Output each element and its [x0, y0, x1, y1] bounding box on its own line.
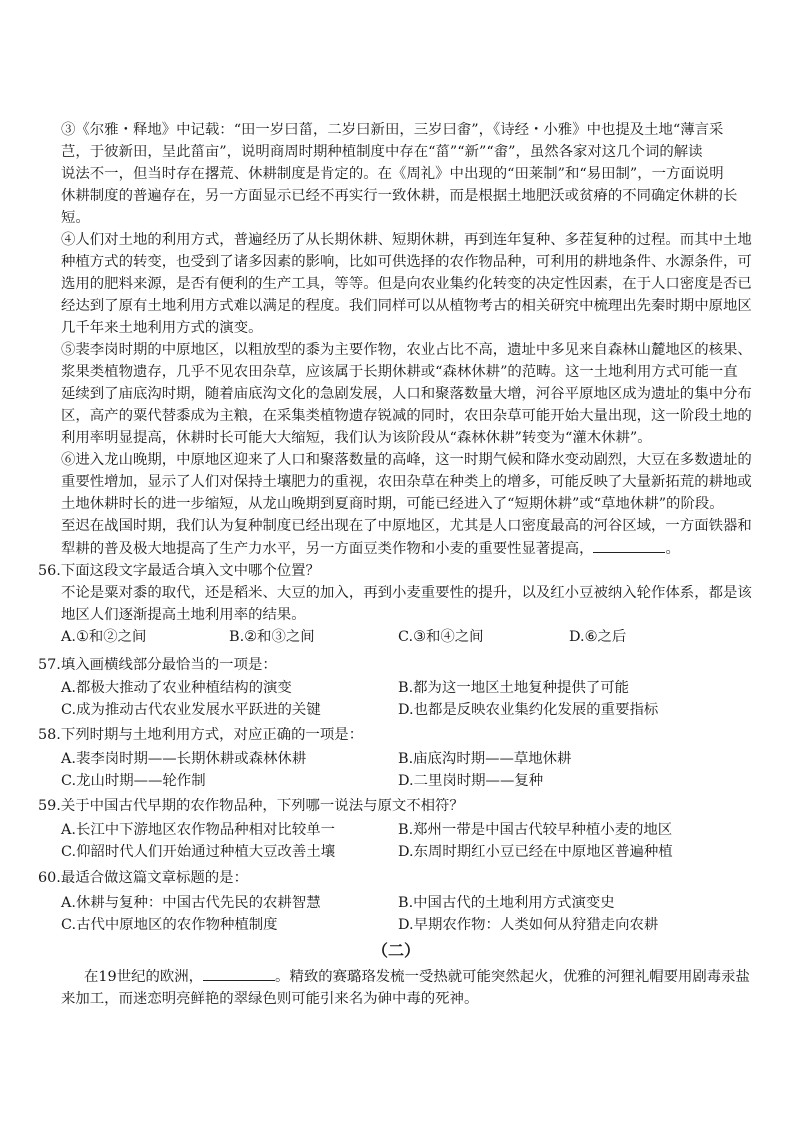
passage-line: 经达到了原有土地利用方式难以满足的程度。我们同样可以从植物考古的相关研究中梳理出先秦时期中原地区: [61, 298, 752, 314]
passage-line: 区，高产的粟代替黍成为主粮，在采集类植物遗存锐减的同时，农田杂草可能开始大量出现，这一阶段土地的: [61, 408, 752, 424]
question-59-stem: 59.关于中国古代早期的农作物品种，下列哪一说法与原文不相符？: [38, 798, 464, 814]
passage-line: 延续到了庙底沟时期，随着庙底沟文化的急剧发展，人口和聚落数量大增，河谷平原地区成为遗址的集中分布: [61, 386, 752, 402]
option-59-d: D.东周时期红小豆已经在中原地区普遍种植: [398, 844, 673, 860]
option-60-c: C.古代中原地区的农作物种植制度: [61, 917, 278, 933]
option-56-a: A.①和②之间: [61, 629, 147, 645]
section-text: 。精致的赛璐珞发梳一受热就可能突然起火，优雅的河狸礼帽要用剧毒汞盐: [275, 969, 750, 985]
option-56-b: B.②和③之间: [229, 629, 315, 645]
fill-blank: [593, 539, 665, 553]
passage-line: 利用率明显提高，休耕时长可能大大缩短，我们认为该阶段从“森林休耕”转变为“灌木休耕”。: [61, 430, 652, 446]
option-59-c: C.仰韶时代人们开始通过种植大豆改善土壤: [61, 844, 336, 860]
passage-line: 选用的肥料来源，是否有便利的生产工具，等等。但是向农业集约化转变的决定性因素，在于人口密度是否已: [61, 276, 752, 292]
passage-line: 重要性增加，显示了人们对保持土壤肥力的重视，农田杂草在种类上的增多，可能反映了大量新拓荒的耕地或: [61, 474, 752, 490]
passage-line: ⑤裴李岗时期的中原地区，以粗放型的黍为主要作物，农业占比不高，遗址中多见来自森林山麓地区的核果、: [61, 342, 752, 358]
question-60-stem: 60.最适合做这篇文章标题的是：: [38, 870, 248, 886]
passage-line: 浆果类植物遗存，几乎不见农田杂草，应该属于长期休耕或“森林休耕”的范畴。这一土地利用方式可能一直: [61, 364, 738, 380]
passage-line: ④人们对土地的利用方式，普遍经历了从长期休耕、短期休耕，再到连年复种、多茬复种的过程。而其中土地: [61, 232, 752, 248]
section-text: 在19世纪的欧洲，: [84, 969, 204, 985]
section-passage-line: 来加工，而迷恋明亮鲜艳的翠绿色则可能引来名为砷中毒的死神。: [61, 991, 479, 1007]
option-59-a: A.长江中下游地区农作物品种相对比较单一: [61, 822, 335, 838]
option-58-c: C.龙山时期——轮作制: [61, 773, 206, 789]
passage-line: ③《尔雅・释地》中记载：“田一岁曰菑，二岁曰新田，三岁曰畬”，《诗经・小雅》中也提及土地“薄言采: [61, 122, 724, 138]
question-56-stem: 56.下面这段文字最适合填入文中哪个位置？: [38, 563, 320, 579]
passage-line: ⑥进入龙山晚期，中原地区迎来了人口和聚落数量的高峰，这一时期气候和降水变动剧烈，大豆在多数遗址的: [61, 452, 752, 468]
section-title: （二）: [372, 941, 421, 960]
passage-line: 芑，于彼新田，呈此菑亩”，说明商周时期种植制度中存在“菑”“新”“畬”，虽然各家对这几个词的解读: [61, 144, 703, 160]
passage-line: 短。: [61, 210, 90, 226]
option-56-c: C.③和④之间: [398, 629, 484, 645]
option-57-a: A.都极大推动了农业种植结构的演变: [61, 680, 292, 696]
passage-end-punct: 。: [665, 541, 680, 557]
option-59-b: B.郑州一带是中国古代较早种植小麦的地区: [398, 822, 673, 838]
option-57-c: C.成为推动古代农业发展水平跃进的关键: [61, 702, 321, 718]
question-57-stem: 57.填入画横线部分最恰当的一项是：: [38, 657, 277, 673]
option-56-d: D.⑥之后: [569, 629, 627, 645]
option-60-a: A.休耕与复种：中国古代先民的农耕智慧: [61, 895, 321, 911]
passage-text: 犁耕的普及极大地提高了生产力水平，另一方面豆类作物和小麦的重要性显著提高，: [61, 541, 594, 557]
passage-line: 种植方式的转变，也受到了诸多因素的影响，比如可供选择的农作物品种，可利用的耕地条件、水源条件，可: [61, 254, 752, 270]
section-passage-line-with-blank: [84, 967, 750, 987]
passage-line: 至迟在战国时期，我们认为复种制度已经出现在了中原地区，尤其是人口密度最高的河谷区域，一方面铁器和: [61, 518, 752, 534]
passage-line: 休耕制度的普遍存在，另一方面显示已经不再实行一致休耕，而是根据土地肥沃或贫瘠的不同确定休耕的长: [61, 188, 738, 204]
passage-line: 说法不一，但当时存在撂荒、休耕制度是肯定的。在《周礼》中出现的“田莱制”和“易田制”，一方面说明: [61, 166, 724, 182]
option-60-b: B.中国古代的土地利用方式演变史: [398, 895, 615, 911]
option-60-d: D.早期农作物：人类如何从狩猎走向农耕: [398, 917, 659, 933]
passage-line: 土地休耕时长的进一步缩短，从龙山晚期到夏商时期，可能已经进入了“短期休耕”或“草地休耕”的阶段。: [61, 496, 724, 512]
option-58-b: B.庙底沟时期——草地休耕: [398, 751, 572, 767]
option-57-d: D.也都是反映农业集约化发展的重要指标: [398, 702, 659, 718]
option-58-d: D.二里岗时期——复种: [398, 773, 544, 789]
option-57-b: B.都为这一地区土地复种提供了可能: [398, 680, 630, 696]
question-56-text: 地区人们逐渐提高土地利用率的结果。: [61, 607, 306, 623]
option-58-a: A.裴李岗时期——长期休耕或森林休耕: [61, 751, 307, 767]
question-56-text: 不论是粟对黍的取代，还是稻米、大豆的加入，再到小麦重要性的提升，以及红小豆被纳入轮作体系，都是该: [61, 585, 752, 601]
passage-line-with-blank: [61, 539, 680, 559]
fill-blank: [203, 967, 275, 981]
passage-line: 几千年来土地利用方式的演变。: [61, 320, 263, 336]
question-58-stem: 58.下列时期与土地利用方式，对应正确的一项是：: [38, 727, 364, 743]
